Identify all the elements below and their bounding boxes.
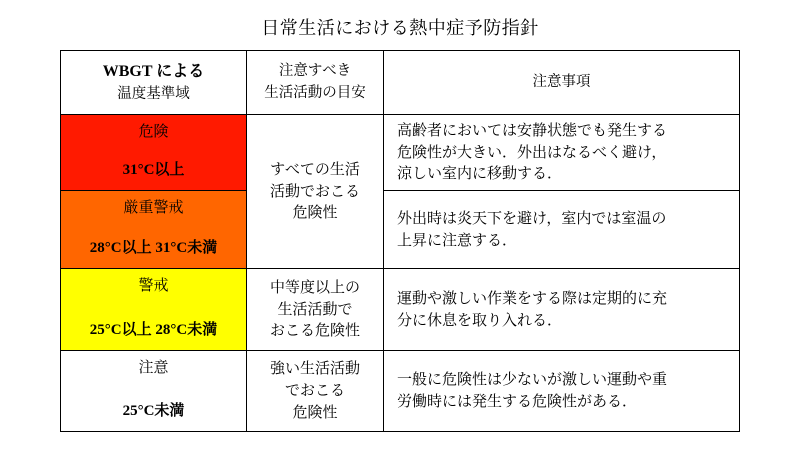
level-name: 警戒 [138, 276, 169, 294]
header-activity-line2: 生活活動の目安 [264, 84, 366, 101]
activity-line: 強い生活活動 [269, 359, 360, 378]
header-activity [247, 51, 384, 115]
activity-line: 生活活動で [277, 299, 353, 318]
note-line: 上昇に注意する． [397, 230, 518, 249]
level-range: 31°C以上 [122, 162, 185, 179]
level-cell-caution [61, 351, 247, 432]
header-level-line2: 温度基準域 [117, 85, 190, 102]
table-row [61, 269, 740, 351]
note-line: 涼しい室内に移動する． [397, 164, 563, 183]
note-line: 外出時は炎天下を避け，室内では室温の [397, 208, 667, 227]
note-line: 一般に危険性は少ないが激しい運動や重 [397, 370, 668, 389]
level-cell-severe-warning [61, 191, 247, 269]
level-range: 25°C未満 [122, 403, 185, 420]
level-cell-danger [61, 115, 247, 191]
activity-cell [247, 115, 384, 269]
header-wbgt-level [61, 51, 247, 115]
note-cell [384, 191, 740, 269]
activity-line: 危険性 [292, 402, 338, 421]
activity-cell [247, 351, 384, 432]
activity-line: すべての生活 [270, 159, 360, 178]
activity-line: 中等度以上の [269, 277, 360, 296]
level-range: 25°C以上 28°C未満 [89, 322, 218, 339]
note-line: 高齢者においては安静状態でも発生する [397, 120, 668, 139]
page-title: 日常生活における熱中症予防指針 [261, 18, 539, 39]
activity-line: でおこる [284, 381, 345, 400]
activity-line: おこる危険性 [269, 321, 360, 340]
header-notes: 注意事項 [384, 51, 740, 115]
note-cell [384, 269, 740, 351]
note-line: 運動や激しい作業をする際は定期的に充 [397, 288, 668, 307]
note-line: 危険性が大きい．外出はなるべく避け， [397, 142, 667, 161]
note-line: 労働時には発生する危険性がある． [397, 392, 638, 410]
header-level-line1: WBGT による [102, 63, 205, 81]
activity-line: 危険性 [292, 203, 338, 222]
activity-cell [247, 269, 384, 351]
level-cell-warning [61, 269, 247, 351]
header-activity-line1: 注意すべき [278, 63, 352, 80]
note-line: 分に休息を取り入れる． [397, 310, 563, 329]
table-row [61, 115, 740, 191]
heat-guideline-table [60, 50, 740, 432]
level-name: 厳重警戒 [123, 198, 184, 216]
level-name: 注意 [138, 358, 169, 376]
note-cell [384, 115, 740, 191]
level-name: 危険 [138, 122, 169, 140]
level-range: 28°C以上 31°C未満 [89, 240, 218, 257]
table-header-row [61, 51, 740, 115]
activity-line: 活動でおこる [269, 181, 360, 200]
table-row [61, 351, 740, 432]
note-cell [384, 351, 740, 432]
table-row [61, 191, 740, 269]
